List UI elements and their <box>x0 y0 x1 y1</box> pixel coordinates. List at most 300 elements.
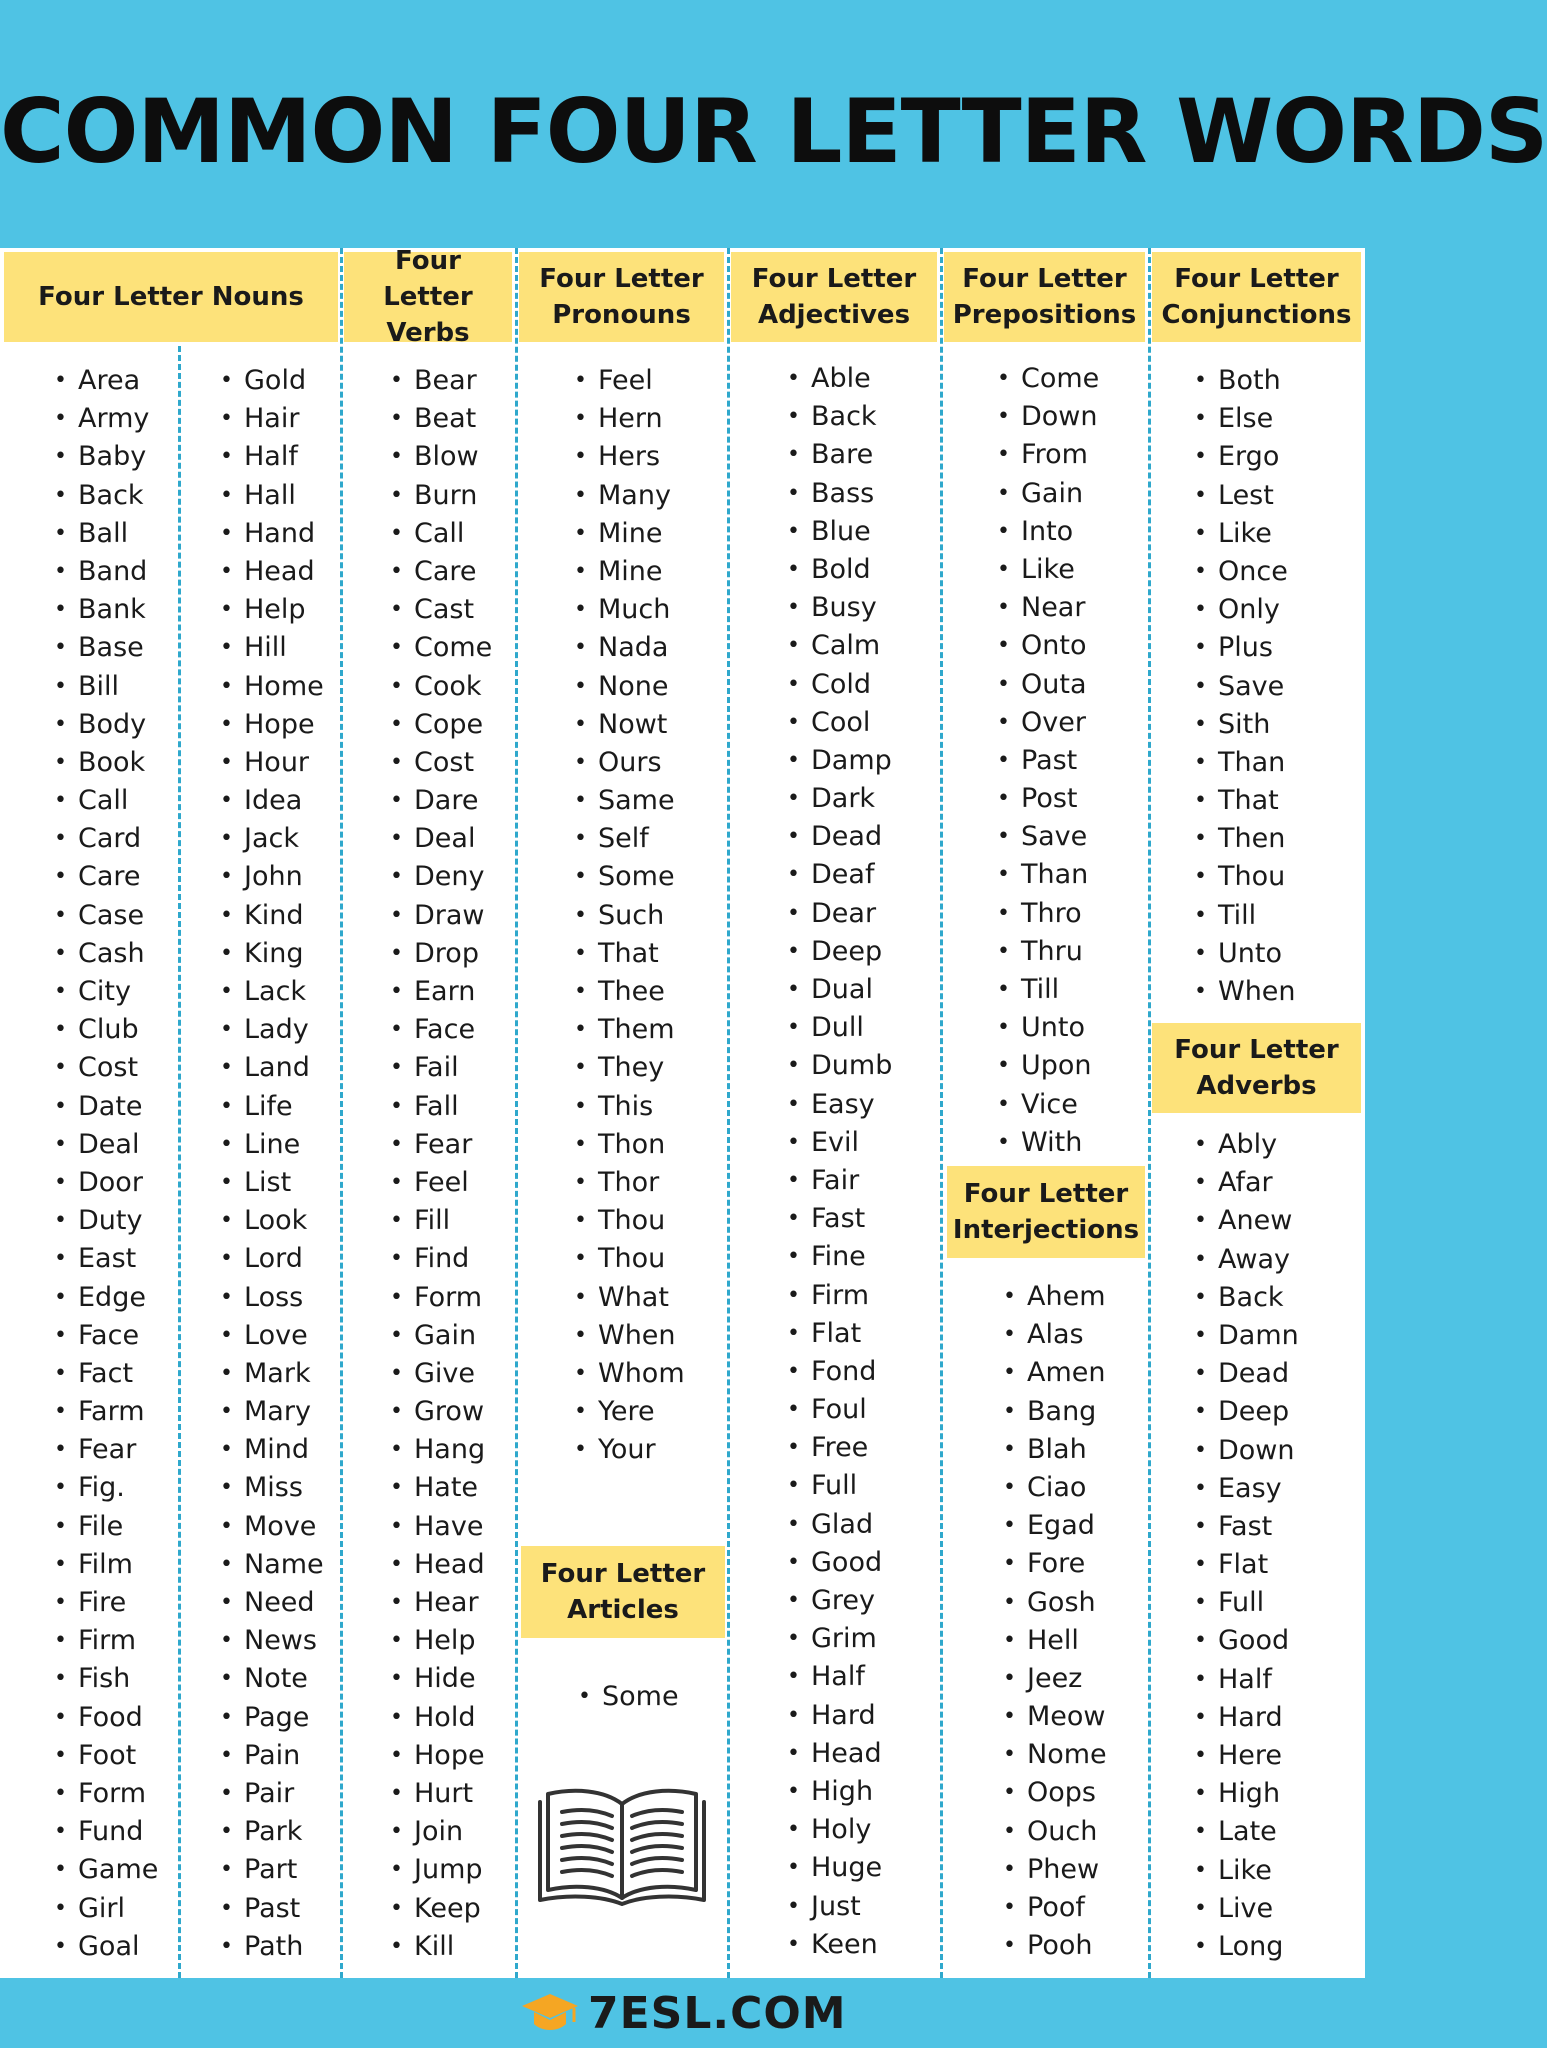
word-item: • Free <box>787 1429 892 1467</box>
word-item: • Give <box>390 1355 492 1393</box>
word-item: • Hard <box>1194 1699 1299 1737</box>
header-verbs <box>344 246 512 348</box>
nouns-list-1 <box>54 362 158 1966</box>
word-item: • Deal <box>54 1126 158 1164</box>
word-item: • Fig. <box>54 1469 158 1507</box>
word-item: • That <box>574 935 685 973</box>
prepositions-list <box>997 360 1099 1162</box>
word-item: • Kind <box>220 897 324 935</box>
word-item: • Gosh <box>1003 1584 1107 1622</box>
word-item: • Down <box>997 398 1099 436</box>
word-item: • Fish <box>54 1660 158 1698</box>
word-item: • Holy <box>787 1811 892 1849</box>
word-item: • Hair <box>220 400 324 438</box>
word-item: • Else <box>1194 400 1296 438</box>
word-item: • Fire <box>54 1584 158 1622</box>
word-item: • Nome <box>1003 1736 1107 1774</box>
word-item: • Hour <box>220 744 324 782</box>
word-item: • Grey <box>787 1582 892 1620</box>
word-item: • Back <box>54 477 158 515</box>
word-item: • Hand <box>220 515 324 553</box>
word-item: • Cast <box>390 591 492 629</box>
graduation-cap-icon <box>520 1990 580 2036</box>
word-item: • News <box>220 1622 324 1660</box>
word-item: • Poof <box>1003 1889 1107 1927</box>
word-item: • Cope <box>390 706 492 744</box>
word-item: • Farm <box>54 1393 158 1431</box>
word-item: • Join <box>390 1813 492 1851</box>
word-item: • Ouch <box>1003 1813 1107 1851</box>
word-item: • Thou <box>574 1202 685 1240</box>
word-item: • They <box>574 1049 685 1087</box>
word-item: • Line <box>220 1126 324 1164</box>
word-item: • Much <box>574 591 685 629</box>
word-item: • When <box>574 1317 685 1355</box>
word-item: • Idea <box>220 782 324 820</box>
header-adjectives-line2: Adjectives <box>757 300 911 330</box>
word-item: • Hill <box>220 629 324 667</box>
word-item: • Call <box>54 782 158 820</box>
word-item: • Yere <box>574 1393 685 1431</box>
header-interjections-line1: Four Letter <box>963 1179 1129 1209</box>
word-item: • Gold <box>220 362 324 400</box>
header-nouns <box>4 252 338 342</box>
header-conjunctions-line1: Four Letter <box>1174 264 1339 294</box>
word-item: • Keen <box>787 1926 892 1964</box>
word-item: • Loss <box>220 1279 324 1317</box>
word-item: • Firm <box>54 1622 158 1660</box>
header-pronouns <box>519 252 724 342</box>
word-item: • Form <box>390 1279 492 1317</box>
word-item: • Alas <box>1003 1316 1107 1354</box>
word-item: • Mine <box>574 515 685 553</box>
header-adjectives-line1: Four Letter <box>751 264 917 294</box>
header-verbs-line1: Four Letter <box>383 246 473 312</box>
word-item: • Feel <box>390 1164 492 1202</box>
word-item: • Bill <box>54 668 158 706</box>
header-prepositions-line1: Four Letter <box>962 264 1127 294</box>
word-item: • Thon <box>574 1126 685 1164</box>
word-item: • Easy <box>1194 1470 1299 1508</box>
word-item: • Fine <box>787 1238 892 1276</box>
word-item: • Card <box>54 820 158 858</box>
word-item: • Egad <box>1003 1507 1107 1545</box>
page-title: COMMON FOUR LETTER WORDS <box>0 80 1547 183</box>
header-conjunctions <box>1152 252 1361 342</box>
word-item: • Mind <box>220 1431 324 1469</box>
word-item: • Damp <box>787 742 892 780</box>
column-separator <box>727 248 730 1978</box>
word-item: • Cash <box>54 935 158 973</box>
word-item: • Have <box>390 1508 492 1546</box>
word-item: • Good <box>787 1544 892 1582</box>
word-item: • Life <box>220 1088 324 1126</box>
word-item: • Fear <box>390 1126 492 1164</box>
word-item: • Only <box>1194 591 1296 629</box>
word-item: • Girl <box>54 1890 158 1928</box>
word-item: • Blow <box>390 438 492 476</box>
header-pronouns-line2: Pronouns <box>552 300 691 330</box>
word-item: • List <box>220 1164 324 1202</box>
header-prepositions <box>944 252 1145 342</box>
word-item: • Like <box>1194 515 1296 553</box>
verbs-list <box>390 362 492 1966</box>
header-adverbs <box>1152 1023 1361 1113</box>
header-verbs-line2: Verbs <box>386 318 470 348</box>
word-item: • Cold <box>787 666 892 704</box>
header-interjections-line2: Interjections <box>952 1215 1140 1245</box>
word-item: • Sith <box>1194 706 1296 744</box>
word-item: • This <box>574 1088 685 1126</box>
header-articles-line1: Four Letter <box>540 1559 706 1589</box>
word-item: • Like <box>1194 1852 1299 1890</box>
word-item: • Post <box>997 780 1099 818</box>
word-item: • Bear <box>390 362 492 400</box>
word-item: • Gain <box>390 1317 492 1355</box>
word-item: • Ably <box>1194 1126 1299 1164</box>
word-item: • Thee <box>574 973 685 1011</box>
interjections-list <box>1003 1278 1107 1965</box>
word-item: • Amen <box>1003 1354 1107 1392</box>
word-item: • Busy <box>787 589 892 627</box>
word-item: • Call <box>390 515 492 553</box>
word-item: • Kill <box>390 1928 492 1966</box>
word-item: • Fair <box>787 1162 892 1200</box>
word-item: • Able <box>787 360 892 398</box>
word-item: • Dead <box>787 818 892 856</box>
word-item: • Onto <box>997 627 1099 665</box>
word-item: • Half <box>1194 1661 1299 1699</box>
nouns-list-2 <box>220 362 324 1966</box>
word-item: • Note <box>220 1660 324 1698</box>
word-item: • Face <box>390 1011 492 1049</box>
word-item: • Full <box>1194 1584 1299 1622</box>
word-item: • Fore <box>1003 1545 1107 1583</box>
adjectives-list <box>787 360 892 1964</box>
word-item: • Love <box>220 1317 324 1355</box>
word-item: • Thro <box>997 895 1099 933</box>
word-item: • Here <box>1194 1737 1299 1775</box>
word-item: • Head <box>787 1735 892 1773</box>
word-item: • Hate <box>390 1469 492 1507</box>
word-item: • When <box>1194 973 1296 1011</box>
word-item: • Fact <box>54 1355 158 1393</box>
word-item: • Bank <box>54 591 158 629</box>
word-item: • Face <box>54 1317 158 1355</box>
word-item: • Army <box>54 400 158 438</box>
word-item: • Gain <box>997 475 1099 513</box>
word-item: • Down <box>1194 1432 1299 1470</box>
word-item: • John <box>220 858 324 896</box>
word-item: • Till <box>1194 897 1296 935</box>
word-item: • Beat <box>390 400 492 438</box>
word-item: • From <box>997 436 1099 474</box>
word-item: • King <box>220 935 324 973</box>
word-item: • Feel <box>574 362 685 400</box>
header-adverbs-line1: Four Letter <box>1174 1035 1339 1065</box>
word-item: • Ball <box>54 515 158 553</box>
word-item: • Baby <box>54 438 158 476</box>
word-item: • Hall <box>220 477 324 515</box>
word-item: • Care <box>54 858 158 896</box>
word-item: • Mark <box>220 1355 324 1393</box>
word-item: • Both <box>1194 362 1296 400</box>
word-item: • Earn <box>390 973 492 1011</box>
word-item: • Band <box>54 553 158 591</box>
word-item: • Miss <box>220 1469 324 1507</box>
word-item: • Fall <box>390 1088 492 1126</box>
word-item: • Dual <box>787 971 892 1009</box>
word-item: • High <box>1194 1775 1299 1813</box>
word-item: • Past <box>997 742 1099 780</box>
word-item: • Save <box>997 818 1099 856</box>
header-nouns-label: Four Letter Nouns <box>38 282 304 312</box>
word-item: • Half <box>787 1658 892 1696</box>
word-item: • Many <box>574 477 685 515</box>
word-item: • Pain <box>220 1737 324 1775</box>
word-item: • Blue <box>787 513 892 551</box>
word-item: • Damn <box>1194 1317 1299 1355</box>
word-item: • Live <box>1194 1890 1299 1928</box>
articles-list <box>578 1678 679 1716</box>
word-item: • Move <box>220 1508 324 1546</box>
word-item: • Park <box>220 1813 324 1851</box>
word-item: • Jump <box>390 1851 492 1889</box>
word-item: • Dumb <box>787 1047 892 1085</box>
word-item: • Upon <box>997 1047 1099 1085</box>
word-item: • Help <box>390 1622 492 1660</box>
word-item: • Keep <box>390 1890 492 1928</box>
word-item: • Goal <box>54 1928 158 1966</box>
word-item: • Fill <box>390 1202 492 1240</box>
word-item: • Full <box>787 1467 892 1505</box>
word-item: • Deaf <box>787 856 892 894</box>
word-item: • Oops <box>1003 1774 1107 1812</box>
column-separator <box>178 346 181 1978</box>
word-item: • Duty <box>54 1202 158 1240</box>
word-item: • Fast <box>1194 1508 1299 1546</box>
word-item: • Past <box>220 1890 324 1928</box>
word-item: • Hang <box>390 1431 492 1469</box>
word-item: • Body <box>54 706 158 744</box>
column-separator <box>1148 248 1151 1978</box>
word-item: • Outa <box>997 666 1099 704</box>
word-item: • Grim <box>787 1620 892 1658</box>
word-item: • Mary <box>220 1393 324 1431</box>
word-item: • Like <box>997 551 1099 589</box>
word-item: • Grow <box>390 1393 492 1431</box>
word-item: • Head <box>220 553 324 591</box>
open-book-icon <box>534 1782 710 1908</box>
word-item: • Dead <box>1194 1355 1299 1393</box>
header-interjections <box>947 1166 1145 1258</box>
header-prepositions-line2: Prepositions <box>952 300 1137 330</box>
header-conjunctions-line2: Conjunctions <box>1161 300 1352 330</box>
column-separator <box>515 248 518 1978</box>
word-item: • Glad <box>787 1506 892 1544</box>
word-item: • Firm <box>787 1277 892 1315</box>
header-adjectives <box>731 252 937 342</box>
word-item: • City <box>54 973 158 1011</box>
word-item: • Fear <box>54 1431 158 1469</box>
word-item: • Area <box>54 362 158 400</box>
word-item: • Calm <box>787 627 892 665</box>
word-item: • Meow <box>1003 1698 1107 1736</box>
word-item: • Hers <box>574 438 685 476</box>
word-item: • That <box>1194 782 1296 820</box>
word-item: • Look <box>220 1202 324 1240</box>
word-item: • Help <box>220 591 324 629</box>
word-item: • Late <box>1194 1813 1299 1851</box>
word-item: • Draw <box>390 897 492 935</box>
word-item: • Base <box>54 629 158 667</box>
word-item: • Form <box>54 1775 158 1813</box>
word-item: • Over <box>997 704 1099 742</box>
word-item: • Hard <box>787 1697 892 1735</box>
word-item: • Burn <box>390 477 492 515</box>
word-item: • Self <box>574 820 685 858</box>
word-item: • Then <box>1194 820 1296 858</box>
word-item: • Lack <box>220 973 324 1011</box>
word-item: • Door <box>54 1164 158 1202</box>
conjunctions-list <box>1194 362 1296 1011</box>
word-item: • Cool <box>787 704 892 742</box>
word-item: • Whom <box>574 1355 685 1393</box>
word-item: • Bass <box>787 475 892 513</box>
word-item: • Unto <box>1194 935 1296 973</box>
word-item: • Bold <box>787 551 892 589</box>
word-item: • Head <box>390 1546 492 1584</box>
word-item: • Lord <box>220 1240 324 1278</box>
word-item: • Ours <box>574 744 685 782</box>
word-item: • Name <box>220 1546 324 1584</box>
word-item: • Anew <box>1194 1202 1299 1240</box>
word-item: • Date <box>54 1088 158 1126</box>
word-item: • Hear <box>390 1584 492 1622</box>
word-item: • Than <box>1194 744 1296 782</box>
word-item: • Save <box>1194 668 1296 706</box>
word-item: • Need <box>220 1584 324 1622</box>
word-item: • Into <box>997 513 1099 551</box>
word-item: • Dull <box>787 1009 892 1047</box>
word-item: • Cost <box>54 1049 158 1087</box>
word-item: • Same <box>574 782 685 820</box>
word-item: • Cook <box>390 668 492 706</box>
word-item: • Them <box>574 1011 685 1049</box>
word-item: • Path <box>220 1928 324 1966</box>
column-separator <box>940 248 943 1978</box>
word-item: • Half <box>220 438 324 476</box>
word-item: • Jeez <box>1003 1660 1107 1698</box>
word-item: • Hope <box>390 1737 492 1775</box>
word-item: • Such <box>574 897 685 935</box>
word-item: • Some <box>574 858 685 896</box>
word-item: • Long <box>1194 1928 1299 1966</box>
word-item: • With <box>997 1124 1099 1162</box>
word-item: • Back <box>787 398 892 436</box>
word-item: • Edge <box>54 1279 158 1317</box>
word-item: • Plus <box>1194 629 1296 667</box>
word-item: • Deep <box>787 933 892 971</box>
word-item: • Hern <box>574 400 685 438</box>
word-item: • Ergo <box>1194 438 1296 476</box>
column-separator <box>340 248 343 1978</box>
word-item: • Club <box>54 1011 158 1049</box>
word-item: • Deep <box>1194 1393 1299 1431</box>
header-articles-line2: Articles <box>567 1595 679 1625</box>
word-item: • Hide <box>390 1660 492 1698</box>
word-item: • Good <box>1194 1622 1299 1660</box>
word-item: • Deal <box>390 820 492 858</box>
word-item: • Bare <box>787 436 892 474</box>
word-item: • Till <box>997 971 1099 1009</box>
word-item: • File <box>54 1508 158 1546</box>
word-item: • Ciao <box>1003 1469 1107 1507</box>
word-item: • East <box>54 1240 158 1278</box>
word-item: • Than <box>997 856 1099 894</box>
word-item: • Nada <box>574 629 685 667</box>
word-item: • Flat <box>787 1315 892 1353</box>
word-item: • Part <box>220 1851 324 1889</box>
word-item: • Land <box>220 1049 324 1087</box>
word-item: • Come <box>997 360 1099 398</box>
word-item: • Pair <box>220 1775 324 1813</box>
word-item: • Film <box>54 1546 158 1584</box>
word-item: • Come <box>390 629 492 667</box>
word-item: • Vice <box>997 1086 1099 1124</box>
word-item: • Jack <box>220 820 324 858</box>
word-item: • Near <box>997 589 1099 627</box>
word-item: • Page <box>220 1699 324 1737</box>
word-item: • Bang <box>1003 1393 1107 1431</box>
word-item: • Flat <box>1194 1546 1299 1584</box>
word-item: • Away <box>1194 1241 1299 1279</box>
word-item: • Once <box>1194 553 1296 591</box>
word-item: • Phew <box>1003 1851 1107 1889</box>
word-item: • Thor <box>574 1164 685 1202</box>
word-item: • Lady <box>220 1011 324 1049</box>
word-item: • Foot <box>54 1737 158 1775</box>
word-item: • Nowt <box>574 706 685 744</box>
word-item: • Evil <box>787 1124 892 1162</box>
word-item: • Mine <box>574 553 685 591</box>
word-item: • Lest <box>1194 477 1296 515</box>
word-item: • Huge <box>787 1849 892 1887</box>
word-item: • Back <box>1194 1279 1299 1317</box>
word-item: • Food <box>54 1699 158 1737</box>
word-item: • Pooh <box>1003 1927 1107 1965</box>
word-item: • Thru <box>997 933 1099 971</box>
word-item: • Deny <box>390 858 492 896</box>
word-item: • Afar <box>1194 1164 1299 1202</box>
word-item: • Unto <box>997 1009 1099 1047</box>
word-item: • Drop <box>390 935 492 973</box>
adverbs-list <box>1194 1126 1299 1966</box>
word-item: • Game <box>54 1851 158 1889</box>
word-item: • Fail <box>390 1049 492 1087</box>
word-item: • What <box>574 1279 685 1317</box>
word-item: • Book <box>54 744 158 782</box>
word-item: • Your <box>574 1431 685 1469</box>
word-item: • Case <box>54 897 158 935</box>
word-table <box>0 248 1365 1978</box>
header-pronouns-line1: Four Letter <box>539 264 704 294</box>
word-item: • Fund <box>54 1813 158 1851</box>
word-item: • Just <box>787 1888 892 1926</box>
word-item: • Cost <box>390 744 492 782</box>
word-item: • Fond <box>787 1353 892 1391</box>
footer-logo[interactable] <box>520 1987 847 2039</box>
